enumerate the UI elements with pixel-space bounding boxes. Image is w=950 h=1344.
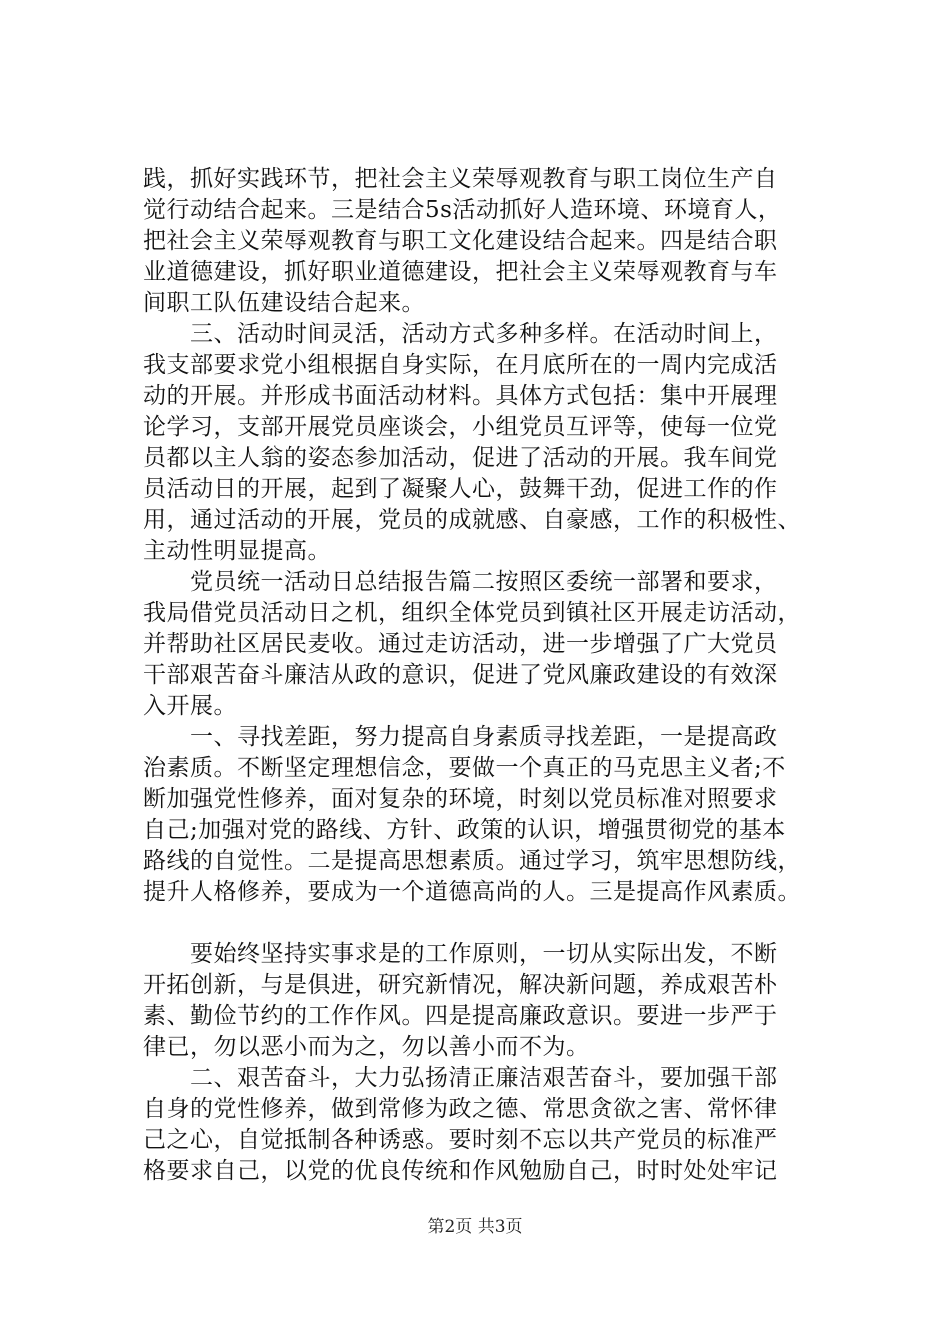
- text-line: 党员统一活动日总结报告篇二按照区委统一部署和要求，: [143, 569, 778, 595]
- text-line: 自身的党性修养，做到常修为政之德、常思贪欲之害、常怀律: [143, 1096, 778, 1122]
- text-line: 觉行动结合起来。三是结合5s活动抓好人造环境、环境育人，: [143, 197, 782, 223]
- text-line: 一、寻找差距，努力提高自身素质寻找差距，一是提高政: [143, 724, 778, 750]
- text-line: 我局借党员活动日之机，组织全体党员到镇社区开展走访活动，: [143, 600, 801, 626]
- page-footer: 第2页 共3页: [427, 1217, 523, 1237]
- text-line: 干部艰苦奋斗廉洁从政的意识，促进了党风廉政建设的有效深: [143, 662, 778, 688]
- text-line: 并帮助社区居民麦收。通过走访活动，进一步增强了广大党员: [143, 631, 778, 657]
- blank-line: [143, 908, 843, 939]
- text-line: 提升人格修养，要成为一个道德高尚的人。三是提高作风素质。: [143, 879, 801, 905]
- text-line: 业道德建设，抓好职业道德建设，把社会主义荣辱观教育与车: [143, 259, 778, 285]
- text-line: 二、艰苦奋斗，大力弘扬清正廉洁艰苦奋斗，要加强干部: [143, 1065, 778, 1091]
- text-line: 论学习，支部开展党员座谈会，小组党员互评等，使每一位党: [143, 414, 778, 440]
- text-line: 开拓创新，与是俱进，研究新情况，解决新问题，养成艰苦朴: [143, 972, 778, 998]
- text-line: 格要求自己，以党的优良传统和作风勉励自己，时时处处牢记: [143, 1158, 778, 1184]
- text-line: 我支部要求党小组根据自身实际，在月底所在的一周内完成活: [143, 352, 778, 378]
- text-line: 把社会主义荣辱观教育与职工文化建设结合起来。四是结合职: [143, 228, 778, 254]
- text-line: 三、活动时间灵活，活动方式多种多样。在活动时间上，: [143, 321, 778, 347]
- text-line: 员都以主人翁的姿态参加活动，促进了活动的开展。我车间党: [143, 445, 778, 471]
- text-line: 律已，勿以恶小而为之，勿以善小而不为。: [143, 1034, 590, 1060]
- text-line: 间职工队伍建设结合起来。: [143, 290, 425, 316]
- text-line: 动的开展。并形成书面活动材料。具体方式包括：集中开展理: [143, 383, 778, 409]
- text-line: 入开展。: [143, 693, 237, 719]
- text-line: 己之心，自觉抵制各种诱惑。要时刻不忘以共产党员的标准严: [143, 1127, 778, 1153]
- text-line: 员活动日的开展，起到了凝聚人心，鼓舞干劲，促进工作的作: [143, 476, 778, 502]
- text-line: 断加强党性修养，面对复杂的环境，时刻以党员标准对照要求: [143, 786, 778, 812]
- text-line: 路线的自觉性。二是提高思想素质。通过学习，筑牢思想防线，: [143, 848, 801, 874]
- text-line: 主动性明显提高。: [143, 538, 331, 564]
- text-line: 用，通过活动的开展，党员的成就感、自豪感，工作的积极性、: [143, 507, 801, 533]
- text-line: 践，抓好实践环节，把社会主义荣辱观教育与职工岗位生产自: [143, 166, 778, 192]
- text-line: 素、勤俭节约的工作作风。四是提高廉政意识。要进一步严于: [143, 1003, 778, 1029]
- text-line: 要始终坚持实事求是的工作原则，一切从实际出发，不断: [143, 941, 778, 967]
- text-line: 自己;加强对党的路线、方针、政策的认识，增强贯彻党的基本: [143, 817, 786, 843]
- text-line: 治素质。不断坚定理想信念，要做一个真正的马克思主义者;不: [143, 755, 786, 781]
